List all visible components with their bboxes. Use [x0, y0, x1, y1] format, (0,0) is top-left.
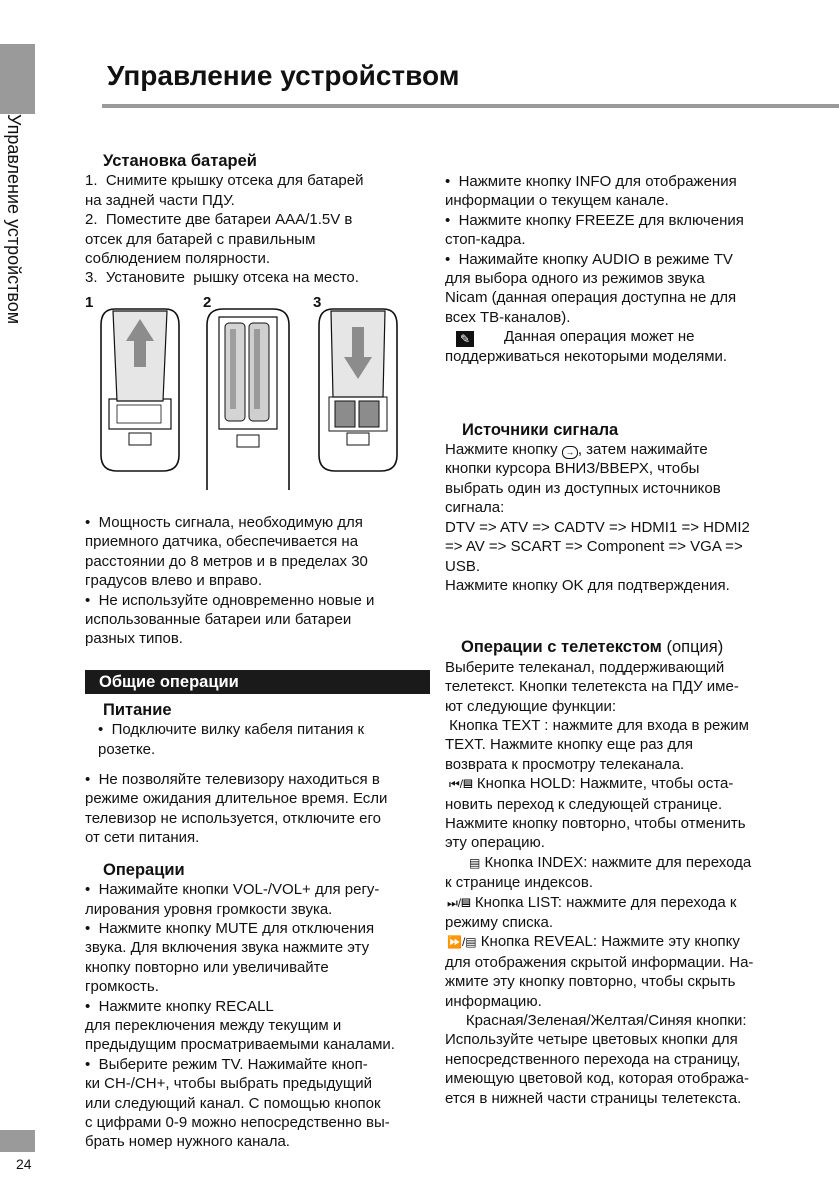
right-column: [445, 172, 790, 1108]
index-line: ▤ Кнопка INDEX: нажмите для перехода: [445, 853, 790, 873]
index-button-icon: ▤: [469, 855, 481, 870]
info-freeze-audio-instructions: [445, 172, 790, 327]
text-line: • Выберите режим TV. Нажимайте кноп-: [85, 1055, 368, 1073]
text-line: громкость.: [85, 978, 159, 996]
sources-instructions: [445, 459, 790, 595]
teletext-heading: Операции с телетекстом (опция): [461, 638, 724, 657]
list-line: ⏭/▤ Кнопка LIST: нажмите для перехода к: [447, 893, 737, 911]
page-number: 24: [16, 1156, 32, 1172]
text-line: 2. Поместите две батареи AAA/1.5V в: [85, 211, 353, 229]
operations-heading: Операции: [103, 860, 185, 879]
text-line: розетке.: [98, 740, 156, 758]
text-line: имеющую цветовой код, которая отобража-: [445, 1070, 749, 1088]
teletext-color-buttons: [445, 1011, 790, 1108]
note-pencil-icon: ✎: [456, 331, 474, 347]
text-line: соблюдением полярности.: [85, 250, 271, 268]
remote-figure-batteries: [203, 305, 293, 490]
text-line: Кнопка TEXT : нажмите для входа в режим: [445, 716, 749, 734]
teletext-hold-button: [445, 795, 790, 853]
text-line: градусов влево и вправо.: [85, 572, 263, 590]
text-line: • Не позволяйте телевизору находиться в: [85, 771, 380, 789]
text-line: • Подключите вилку кабеля питания к: [98, 721, 365, 739]
general-operations-bar: Общие операции: [85, 670, 430, 694]
battery-figure: [85, 294, 430, 492]
text-line: • Не используйте одновременно новые и: [85, 591, 375, 609]
text-line: DTV => ATV => CADTV => HDMI1 => HDMI2: [445, 518, 750, 536]
text-line: ки CH-/CH+, чтобы выбрать предыдущий: [85, 1075, 373, 1093]
figure-number-1: 1: [85, 294, 94, 311]
text-line: приемного датчика, обеспечивается на: [85, 533, 359, 551]
text-line: на задней части ПДУ.: [85, 191, 235, 209]
side-vertical-title: Управление устройством: [4, 114, 24, 325]
teletext-index-button: [445, 873, 790, 892]
input-source-icon: →: [562, 446, 578, 459]
text-line: телевизор не используется, отключите его: [85, 809, 381, 827]
text-line: расстоянии до 8 метров и в пределах 30: [85, 552, 368, 570]
text-line: • Нажмите кнопку MUTE для отключения: [85, 919, 375, 937]
text-line: 3. Установите рышку отсека на место.: [85, 269, 359, 287]
remote-figure-open-cover: [95, 305, 185, 475]
sources-line-1: Нажмите кнопку → , затем нажимайте: [445, 441, 708, 459]
figure-number-3: 3: [313, 294, 322, 311]
text-line: • Нажмите кнопку FREEZE для включения: [445, 211, 744, 229]
text-line: режиме ожидания длительное время. Если: [85, 790, 388, 808]
text-line: • Нажмите кнопку INFO для отображения: [445, 173, 737, 190]
text-line: Используйте четыре цветовых кнопки для: [445, 1031, 738, 1049]
list-button-icon: ⏭/▤: [447, 895, 471, 910]
hold-line: ⏮/▤ Кнопка HOLD: Нажмите, чтобы оста-: [445, 774, 790, 794]
text-line: Красная/Зеленая/Желтая/Синяя кнопки:: [445, 1012, 747, 1030]
text-line: информации о текущем канале.: [445, 192, 669, 210]
text-line: TEXT. Нажмите кнопку еще раз для: [445, 736, 694, 754]
power-note: [85, 770, 430, 848]
reveal-button-icon: ⏩/▤: [447, 935, 477, 950]
text-line: брать номер нужного канала.: [85, 1133, 290, 1151]
page-number-tab: [0, 1130, 35, 1152]
text-line: лирования уровня громкости звука.: [85, 900, 333, 918]
text-line: всех ТВ-каналов).: [445, 308, 571, 326]
text-line: выбрать один из доступных источников: [445, 479, 721, 497]
operations-instructions: [85, 880, 430, 1152]
text-line: сигнала:: [445, 499, 505, 517]
text-line: возврата к просмотру телеканала.: [445, 755, 685, 773]
text-line: непосредственного перехода на страницу,: [445, 1050, 741, 1068]
text-line: использованные батареи или батареи: [85, 611, 352, 629]
text-line: 1. Снимите крышку отсека для батарей: [85, 172, 364, 190]
teletext-reveal-button: [445, 953, 790, 1011]
text-line: • Нажмите кнопку RECALL: [85, 997, 274, 1015]
batteries-section: [85, 152, 430, 288]
sources-heading: Источники сигнала: [462, 420, 619, 439]
batteries-heading: Установка батарей: [103, 152, 257, 170]
text-line: телетекст. Кнопки телетекста на ПДУ име-: [445, 678, 739, 696]
text-line: ют следующие функции:: [445, 697, 616, 715]
text-line: Нажмите кнопку OK для подтверждения.: [445, 576, 730, 594]
text-line: режиму списка.: [445, 914, 553, 931]
text-line: для выбора одного из режимов звука: [445, 270, 705, 288]
hold-button-icon: ⏮/▤: [449, 777, 473, 792]
text-line: отсек для батарей с правильным: [85, 230, 316, 248]
text-line: жмите эту кнопку повторно, чтобы скрыть: [445, 973, 736, 991]
text-line: кнопку повторно или увеличивайте: [85, 958, 329, 976]
text-line: стоп-кадра.: [445, 231, 526, 249]
teletext-text-button: [445, 716, 790, 774]
text-line: к странице индексов.: [445, 874, 594, 892]
battery-notes: [85, 513, 430, 649]
power-heading: Питание: [103, 700, 172, 719]
text-line: кнопки курсора ВНИЗ/ВВЕРХ, чтобы: [445, 460, 700, 478]
text-line: эту операцию.: [445, 834, 545, 852]
reveal-line: ⏩/▤ Кнопка REVEAL: Нажмите эту кнопку: [447, 933, 740, 951]
text-line: Выберите телеканал, поддерживающий: [445, 658, 725, 676]
teletext-list-button: [445, 913, 790, 932]
text-line: ется в нижней части страницы телетекста.: [445, 1089, 742, 1107]
text-line: Нажмите кнопку повторно, чтобы отменить: [445, 814, 746, 832]
text-line: предыдущим просматриваемыми каналами.: [85, 1036, 395, 1054]
text-line: • Нажимайте кнопку AUDIO в режиме TV: [445, 250, 733, 268]
note-line: ✎ Данная операция может не: [445, 327, 790, 347]
text-line: с цифрами 0-9 можно непосредственно вы-: [85, 1113, 390, 1131]
text-line: для переключения между текущим и: [85, 1016, 342, 1034]
battery-steps: [85, 171, 430, 287]
page-title: Управление устройством: [107, 60, 460, 91]
text-line: для отображения скрытой информации. На-: [445, 953, 754, 971]
teletext-heading-option: (опция): [666, 638, 724, 657]
text-line: • Мощность сигнала, необходимую для: [85, 514, 363, 531]
text-line: звука. Для включения звука нажмите эту: [85, 939, 370, 957]
power-instructions: [85, 720, 430, 759]
teletext-intro: [445, 658, 790, 716]
text-line: USB.: [445, 557, 481, 575]
text-line: => AV => SCART => Component => VGA =>: [445, 538, 743, 556]
figure-number-2: 2: [203, 294, 212, 311]
text-line: от сети питания.: [85, 829, 200, 847]
text-line: Nicam (данная операция доступна не для: [445, 289, 737, 307]
text-line: • Нажимайте кнопки VOL-/VOL+ для регу-: [85, 881, 380, 899]
text-line: новить переход к следующей странице.: [445, 795, 723, 813]
remote-figure-close-cover: [313, 305, 403, 475]
left-lower-column: [85, 513, 430, 1152]
text-line: разных типов.: [85, 630, 183, 648]
text-line: информацию.: [445, 992, 542, 1010]
text-line: или следующий канал. С помощью кнопок: [85, 1094, 381, 1112]
side-tab-marker: [0, 44, 35, 114]
note-line-2: поддерживаться некоторыми моделями.: [445, 348, 728, 366]
title-rule: [102, 104, 839, 108]
